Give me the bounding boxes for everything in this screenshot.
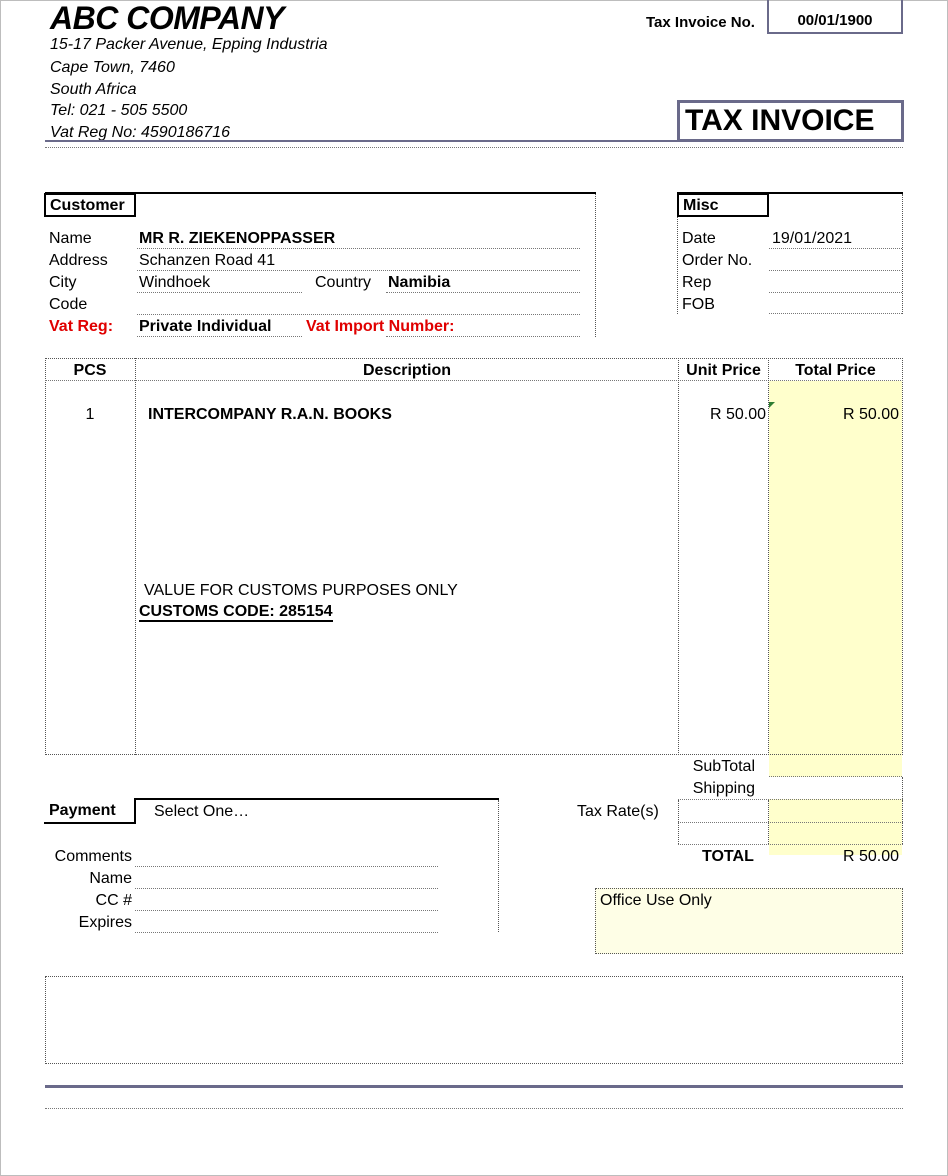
row-unit-price[interactable]: R 50.00	[709, 406, 766, 423]
invoice-title: TAX INVOICE	[677, 100, 904, 142]
footer-dotted-line	[45, 1108, 903, 1109]
company-phone: Tel: 021 - 505 5500	[50, 102, 188, 119]
payment-top-border	[134, 798, 499, 800]
customer-code-label: Code	[49, 296, 88, 313]
customer-vat-import-line	[386, 336, 580, 337]
company-address-line2: Cape Town, 7460	[50, 59, 175, 76]
customer-address-value[interactable]: Schanzen Road 41	[139, 252, 276, 269]
customer-city-line	[137, 292, 302, 293]
row-pcs[interactable]: 1	[85, 406, 95, 423]
customer-city-label: City	[49, 274, 77, 291]
office-use-label: Office Use Only	[600, 892, 712, 909]
customer-right-border	[595, 194, 596, 337]
misc-header: Misc	[677, 193, 769, 217]
col-header-total-price: Total Price	[795, 362, 876, 379]
notes-box[interactable]	[45, 976, 903, 1064]
customer-vat-reg-label: Vat Reg:	[49, 318, 114, 335]
customer-vat-reg-value[interactable]: Private Individual	[139, 318, 272, 335]
invoice-number-label: Tax Invoice No.	[646, 14, 755, 31]
customer-vat-reg-line	[137, 336, 302, 337]
header-divider	[45, 140, 903, 142]
misc-date-line	[769, 248, 902, 249]
payment-cc-label: CC #	[95, 892, 132, 909]
payment-name-line[interactable]	[135, 888, 438, 889]
shipping-field[interactable]	[769, 777, 903, 799]
payment-comments-line[interactable]	[135, 866, 438, 867]
col-header-pcs: PCS	[73, 362, 107, 379]
customer-code-line	[137, 314, 580, 315]
tax-rate-mid-line	[678, 822, 903, 823]
customs-code: CUSTOMS CODE: 285154	[139, 603, 333, 620]
payment-method-select[interactable]: Select One…	[154, 803, 250, 820]
invoice-number-field[interactable]: 00/01/1900	[767, 0, 903, 34]
payment-name-label: Name	[89, 870, 132, 887]
misc-rep-label: Rep	[682, 274, 712, 291]
col-header-unit-price: Unit Price	[686, 362, 761, 379]
office-use-box[interactable]	[595, 888, 903, 954]
items-col-divider-1	[135, 358, 136, 755]
customer-country-value[interactable]: Namibia	[388, 274, 451, 291]
footer-divider	[45, 1085, 903, 1088]
misc-right-border	[902, 194, 903, 314]
misc-date-label: Date	[682, 230, 716, 247]
misc-fob-line	[769, 313, 902, 314]
company-vat-number: Vat Reg No: 4590186716	[50, 124, 230, 141]
customer-header: Customer	[44, 193, 136, 217]
header-dotted-line	[45, 147, 903, 148]
company-address-line1: 15-17 Packer Avenue, Epping Industria	[50, 36, 328, 53]
customer-name-value[interactable]: MR R. ZIEKENOPPASSER	[139, 230, 336, 247]
shipping-label: Shipping	[692, 780, 755, 797]
customer-address-label: Address	[49, 252, 108, 269]
company-address-line3: South Africa	[50, 81, 137, 98]
tax-rate-label: Tax Rate(s)	[577, 803, 659, 820]
tax-rate-bottom-line	[678, 844, 903, 845]
payment-right-border	[498, 800, 499, 932]
payment-expires-label: Expires	[78, 914, 132, 931]
total-label: TOTAL	[702, 848, 754, 865]
tax-rate-right-border	[902, 800, 903, 844]
customer-name-line	[137, 248, 580, 249]
customer-city-value[interactable]: Windhoek	[139, 274, 211, 291]
payment-comments-label: Comments	[54, 848, 132, 865]
customer-address-line	[137, 270, 580, 271]
payment-cc-line[interactable]	[135, 910, 438, 911]
customer-country-line	[386, 292, 580, 293]
misc-order-label: Order No.	[682, 252, 753, 269]
payment-header: Payment	[44, 800, 136, 824]
total-value: R 50.00	[842, 848, 899, 865]
company-name: ABC COMPANY	[50, 0, 284, 36]
customer-name-label: Name	[49, 230, 92, 247]
misc-date-value[interactable]: 19/01/2021	[772, 230, 853, 247]
customer-vat-import-label: Vat Import Number:	[306, 318, 455, 335]
col-header-description: Description	[362, 362, 451, 379]
customs-note: VALUE FOR CUSTOMS PURPOSES ONLY	[144, 582, 458, 599]
subtotal-label: SubTotal	[692, 758, 755, 775]
items-header-line	[45, 380, 903, 381]
misc-order-line	[769, 270, 902, 271]
row-description[interactable]: INTERCOMPANY R.A.N. BOOKS	[148, 406, 392, 423]
misc-rep-line	[769, 292, 902, 293]
row-total-price: R 50.00	[842, 406, 899, 423]
customer-country-label: Country	[315, 274, 372, 291]
misc-fob-label: FOB	[682, 296, 715, 313]
payment-expires-line[interactable]	[135, 932, 438, 933]
